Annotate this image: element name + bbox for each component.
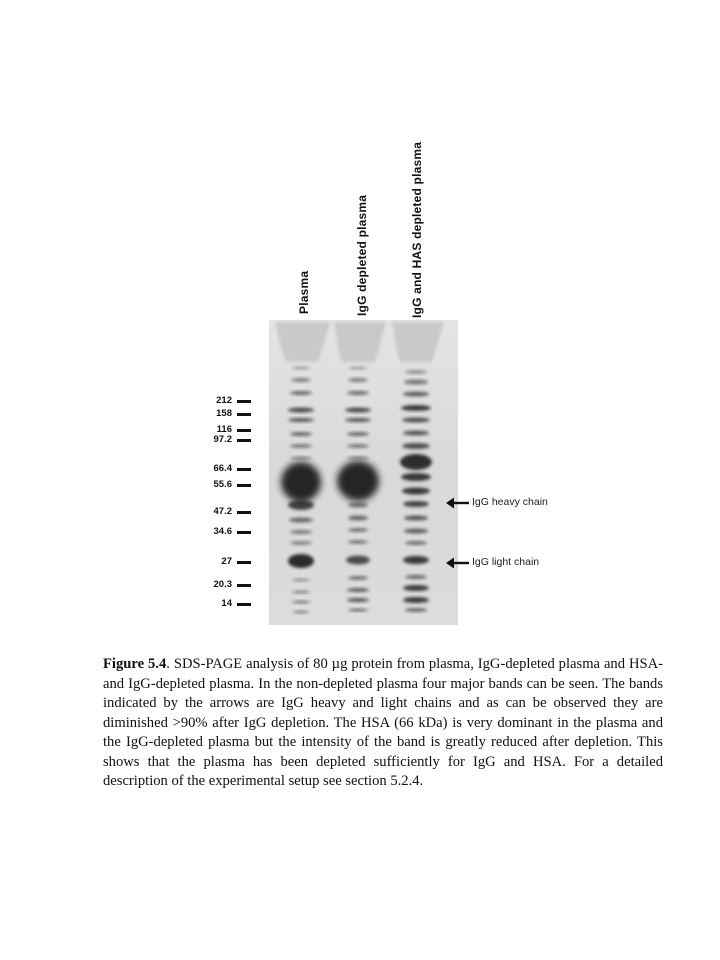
figure-caption — [103, 655, 663, 792]
arrow-label-light-chain: IgG light chain — [472, 556, 540, 568]
gel-band — [348, 576, 368, 580]
gel-band-hsa — [281, 462, 321, 502]
gel-band — [403, 392, 429, 397]
gel-band — [348, 609, 368, 612]
marker-label-66-4: 66.4 — [213, 463, 232, 474]
gel-band — [401, 473, 431, 481]
gel-band — [346, 556, 370, 565]
caption-text: . SDS-PAGE analysis of 80 µg protein from plasma, IgG-depleted plasma and HSA- and IgG-depleted plasma. In the non-depleted plasma four major bands can be seen. The bands indicated by the arrows are IgG heavy and light chains and as can be observed they are diminished >90% after IgG depletion. The HSA (66 kDa) is very dominant in the plasma and the IgG-depleted plasma but the intensity of the band is greatly reduced after depletion. This shows that the plasma has been depleted sufficiently for IgG and HSA. For a detailed description of the experimental setup see section 5.2.4. — [103, 656, 663, 789]
gel-band — [292, 579, 310, 582]
gel-band — [403, 556, 429, 564]
gel-band — [288, 418, 314, 422]
gel-band — [345, 418, 371, 422]
gel-band-hsa — [337, 461, 379, 501]
gel-band — [405, 575, 427, 579]
arrow-light-chain-icon — [446, 557, 470, 569]
gel-band — [290, 541, 312, 545]
marker-label-158: 158 — [216, 408, 232, 419]
gel-band — [289, 518, 313, 523]
gel-band — [292, 591, 310, 594]
gel-band — [402, 488, 430, 495]
marker-tick — [237, 468, 251, 471]
caption-figure-label: Figure 5.4 — [103, 656, 167, 672]
gel-band — [405, 370, 427, 374]
gel-band — [403, 501, 429, 507]
gel-band — [404, 380, 428, 385]
lane-label-igg-depleted: IgG depleted plasma — [355, 194, 369, 316]
marker-tick — [237, 531, 251, 534]
gel-band — [405, 608, 427, 612]
gel-band — [347, 588, 369, 592]
gel-band — [293, 611, 309, 614]
gel-band — [347, 432, 369, 436]
marker-label-20-3: 20.3 — [213, 579, 232, 590]
marker-label-27: 27 — [221, 556, 232, 567]
gel-band — [290, 432, 312, 436]
gel-band-light-chain — [288, 554, 314, 568]
gel-band — [348, 516, 368, 521]
gel-band — [292, 601, 310, 604]
gel-band — [288, 408, 314, 413]
gel-band — [290, 444, 312, 448]
lane-label-plasma: Plasma — [297, 270, 311, 314]
gel-band — [404, 516, 428, 521]
gel-band — [292, 367, 310, 370]
gel-band — [349, 367, 367, 370]
marker-tick — [237, 511, 251, 514]
gel-band — [348, 503, 368, 508]
gel-band — [290, 391, 312, 395]
arrow-heavy-chain-icon — [446, 497, 470, 509]
marker-label-116: 116 — [216, 424, 232, 435]
marker-label-212: 212 — [216, 395, 232, 406]
gel-band — [290, 457, 312, 460]
marker-label-34-6: 34.6 — [213, 526, 232, 537]
gel-band — [402, 418, 430, 423]
arrow-label-heavy-chain: IgG heavy chain — [472, 496, 548, 508]
marker-tick — [237, 603, 251, 606]
gel-band — [347, 457, 369, 460]
marker-tick — [237, 429, 251, 432]
marker-tick — [237, 400, 251, 403]
gel-band — [347, 391, 369, 395]
marker-tick — [237, 413, 251, 416]
marker-tick — [237, 439, 251, 442]
marker-tick — [237, 584, 251, 587]
gel-band — [348, 540, 368, 544]
gel-band — [404, 529, 428, 534]
gel-band — [347, 444, 369, 448]
gel-band — [348, 528, 368, 532]
gel-band — [290, 530, 312, 534]
marker-label-47-2: 47.2 — [213, 506, 232, 517]
gel-band — [347, 598, 369, 602]
gel-band — [401, 405, 431, 411]
marker-label-14: 14 — [221, 598, 232, 609]
gel-band — [403, 597, 429, 603]
gel-band — [403, 431, 429, 436]
gel-band — [348, 378, 368, 382]
gel-band — [400, 454, 432, 470]
gel-band — [345, 408, 371, 413]
gel-band — [405, 541, 427, 545]
gel-band — [402, 443, 430, 449]
marker-tick — [237, 484, 251, 487]
marker-tick — [237, 561, 251, 564]
gel-band — [291, 378, 311, 382]
gel-band — [403, 585, 429, 591]
gel-band — [288, 500, 314, 510]
marker-label-97-2: 97.2 — [213, 434, 232, 445]
marker-label-55-6: 55.6 — [213, 479, 232, 490]
lane-label-igg-has-depleted: IgG and HAS depleted plasma — [410, 141, 424, 318]
